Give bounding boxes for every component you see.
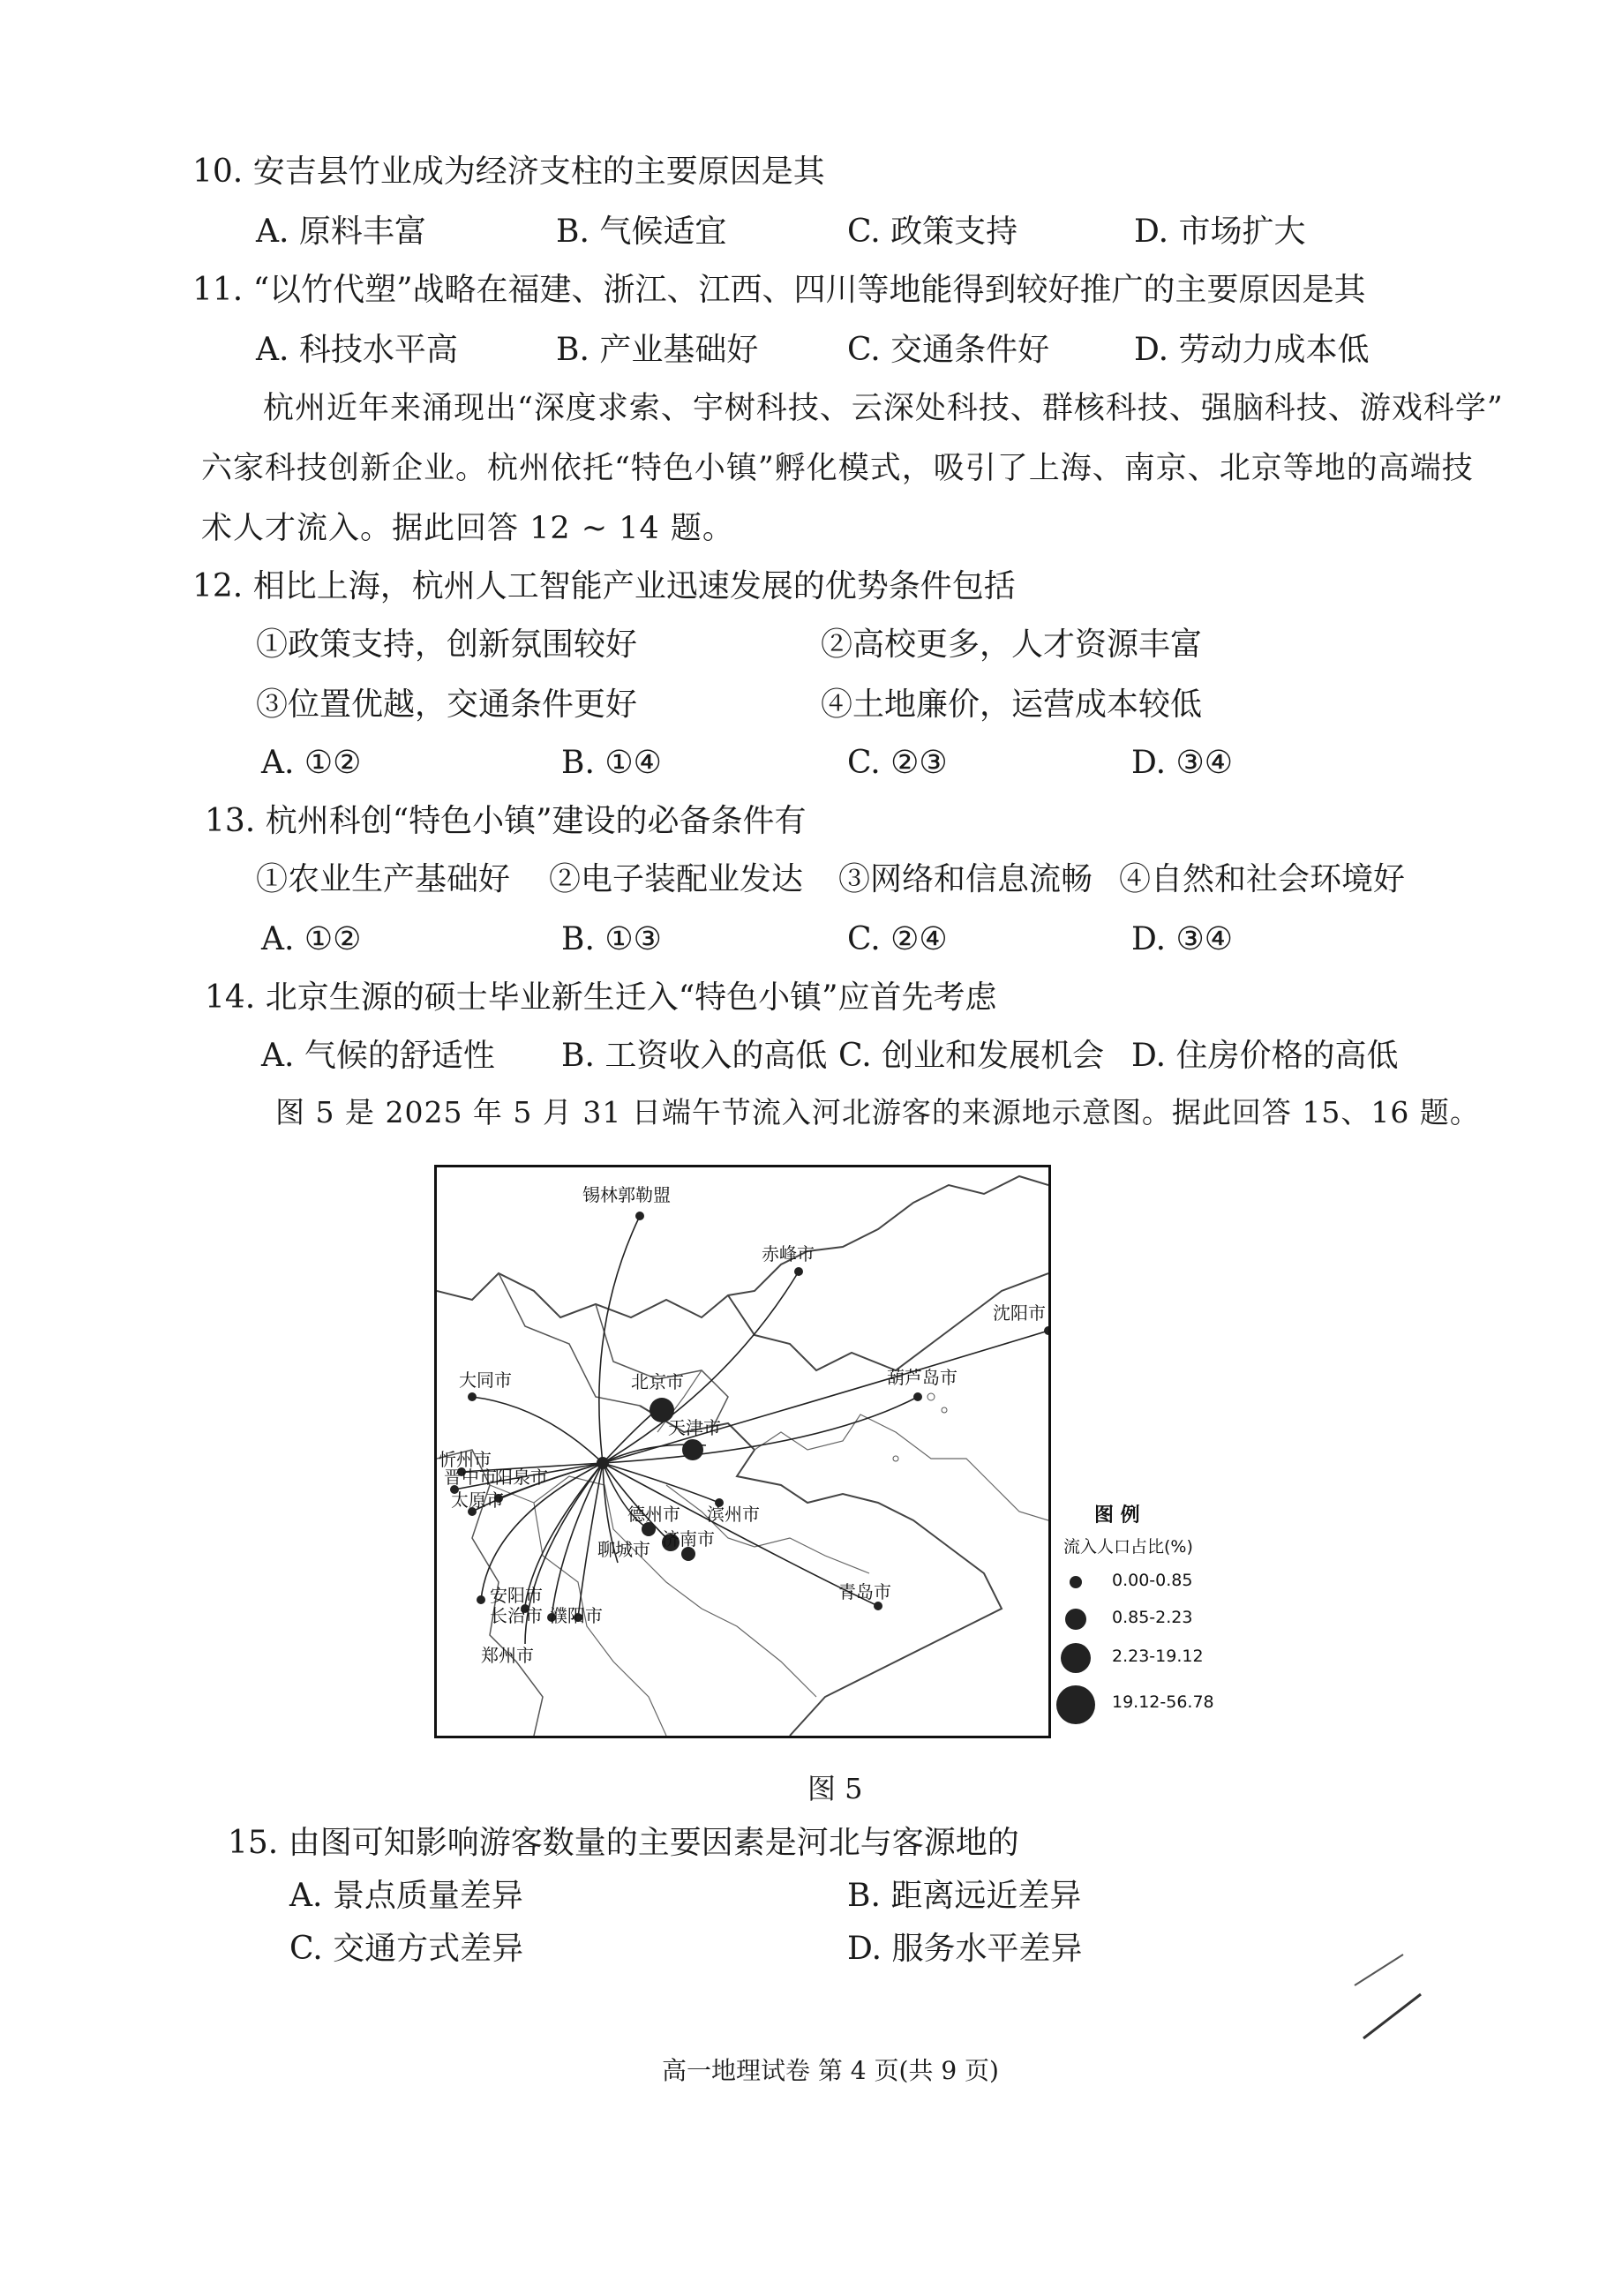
q13-option-d: D. ③④ xyxy=(1131,921,1234,957)
q13-item-2: ②电子装配业发达 xyxy=(549,861,804,897)
legend-marker-1 xyxy=(1070,1576,1082,1588)
q12-stem: 12. 相比上海，杭州人工智能产业迅速发展的优势条件包括 xyxy=(192,568,1016,604)
q13-item-4: ④自然和社会环境好 xyxy=(1119,861,1406,897)
map-graphic xyxy=(437,1167,1048,1736)
q12-item-3: ③位置优越，交通条件更好 xyxy=(256,687,638,723)
q13-option-c: C. ②④ xyxy=(847,921,948,957)
q13-option-b: B. ①③ xyxy=(561,921,662,957)
city-label: 聊城市 xyxy=(597,1539,650,1560)
legend-title: 图 例 xyxy=(1094,1504,1140,1527)
q10-option-c: C. 政策支持 xyxy=(847,214,1018,250)
legend-marker-3 xyxy=(1061,1643,1091,1673)
q10-option-d: D. 市场扩大 xyxy=(1134,214,1306,250)
q10-option-a: A. 原料丰富 xyxy=(256,214,426,250)
q11-option-c: C. 交通条件好 xyxy=(847,332,1050,368)
city-label: 滨州市 xyxy=(707,1504,760,1525)
page-footer: 高一地理试卷 第 4 页(共 9 页) xyxy=(662,2056,999,2085)
q13-item-3: ③网络和信息流畅 xyxy=(838,861,1093,897)
legend-item-2: 0.85-2.23 xyxy=(1112,1608,1193,1627)
city-label: 锡林郭勒盟 xyxy=(582,1184,671,1205)
q13-option-a: A. ①② xyxy=(261,921,362,957)
q11-option-d: D. 劳动力成本低 xyxy=(1134,332,1370,368)
q12-option-c: C. ②③ xyxy=(847,745,948,781)
q12-option-b: B. ①④ xyxy=(561,745,662,781)
q15-option-d: D. 服务水平差异 xyxy=(847,1931,1083,1967)
city-label: 德州市 xyxy=(627,1504,680,1525)
q13-stem: 13. 杭州科创“特色小镇”建设的必备条件有 xyxy=(205,803,807,839)
legend-marker-2 xyxy=(1065,1609,1086,1630)
q14-stem: 14. 北京生源的硕士毕业新生迁入“特色小镇”应首先考虑 xyxy=(205,979,997,1016)
city-label: 郑州市 xyxy=(481,1645,534,1666)
city-label: 长治市 xyxy=(490,1605,543,1626)
city-label: 安阳市 xyxy=(490,1585,543,1606)
q14-option-a: A. 气候的舒适性 xyxy=(261,1038,495,1074)
city-label: 太原市 xyxy=(451,1489,504,1511)
city-label: 天津市 xyxy=(668,1417,721,1438)
q10-option-b: B. 气候适宜 xyxy=(556,214,727,250)
city-label: 忻州市 xyxy=(439,1449,492,1470)
figure-caption: 图 5 xyxy=(807,1772,863,1805)
city-label: 沈阳市 xyxy=(993,1302,1046,1324)
legend-item-4: 19.12-56.78 xyxy=(1112,1692,1214,1712)
passage-line-2: 六家科技创新企业。杭州依托“特色小镇”孵化模式，吸引了上海、南京、北京等地的高端技 xyxy=(201,451,1474,486)
passage-line-1: 杭州近年来涌现出“深度求索、宇树科技、云深处科技、群核科技、强脑科技、游戏科学” xyxy=(263,391,1504,426)
city-label: 大同市 xyxy=(459,1369,512,1391)
q11-stem: 11. “以竹代塑”战略在福建、浙江、江西、四川等地能得到较好推广的主要原因是其 xyxy=(192,272,1366,308)
legend-item-3: 2.23-19.12 xyxy=(1112,1647,1204,1666)
q13-item-1: ①农业生产基础好 xyxy=(256,861,511,897)
q12-option-d: D. ③④ xyxy=(1131,745,1234,781)
figure-intro: 图 5 是 2025 年 5 月 31 日端午节流入河北游客的来源地示意图。据此回答 15、16 题。 xyxy=(275,1095,1480,1129)
city-label: 济南市 xyxy=(662,1528,715,1549)
pen-mark xyxy=(1350,1941,1438,2047)
city-label: 青岛市 xyxy=(838,1581,891,1602)
legend-subtitle: 流入人口占比(%) xyxy=(1063,1537,1193,1557)
q10-stem: 10. 安吉县竹业成为经济支柱的主要原因是其 xyxy=(192,154,825,190)
q14-option-d: D. 住房价格的高低 xyxy=(1131,1038,1399,1074)
tourist-source-map xyxy=(434,1165,1051,1738)
q11-option-a: A. 科技水平高 xyxy=(256,332,458,368)
q15-stem: 15. 由图可知影响游客数量的主要因素是河北与客源地的 xyxy=(228,1825,1019,1861)
city-label: 濮阳市 xyxy=(550,1605,603,1626)
legend-marker-4 xyxy=(1056,1685,1095,1724)
q12-item-4: ④土地廉价，运营成本较低 xyxy=(821,687,1203,723)
city-label: 葫芦岛市 xyxy=(887,1367,957,1388)
passage-line-3: 术人才流入。据此回答 12 ~ 14 题。 xyxy=(201,511,734,546)
city-label: 阳泉市 xyxy=(495,1467,548,1488)
q14-option-c: C. 创业和发展机会 xyxy=(838,1038,1105,1074)
city-label: 赤峰市 xyxy=(762,1243,815,1264)
city-label: 北京市 xyxy=(631,1371,684,1392)
city-label: 晋中市 xyxy=(444,1467,497,1488)
legend-item-1: 0.00-0.85 xyxy=(1112,1571,1193,1590)
q12-option-a: A. ①② xyxy=(261,745,362,781)
q14-option-b: B. 工资收入的高低 xyxy=(561,1038,828,1074)
q15-option-b: B. 距离远近差异 xyxy=(847,1878,1082,1914)
q12-item-1: ①政策支持，创新氛围较好 xyxy=(256,627,638,663)
q15-option-c: C. 交通方式差异 xyxy=(289,1931,524,1967)
q12-item-2: ②高校更多，人才资源丰富 xyxy=(821,627,1203,663)
q11-option-b: B. 产业基础好 xyxy=(556,332,759,368)
q15-option-a: A. 景点质量差异 xyxy=(289,1878,523,1914)
